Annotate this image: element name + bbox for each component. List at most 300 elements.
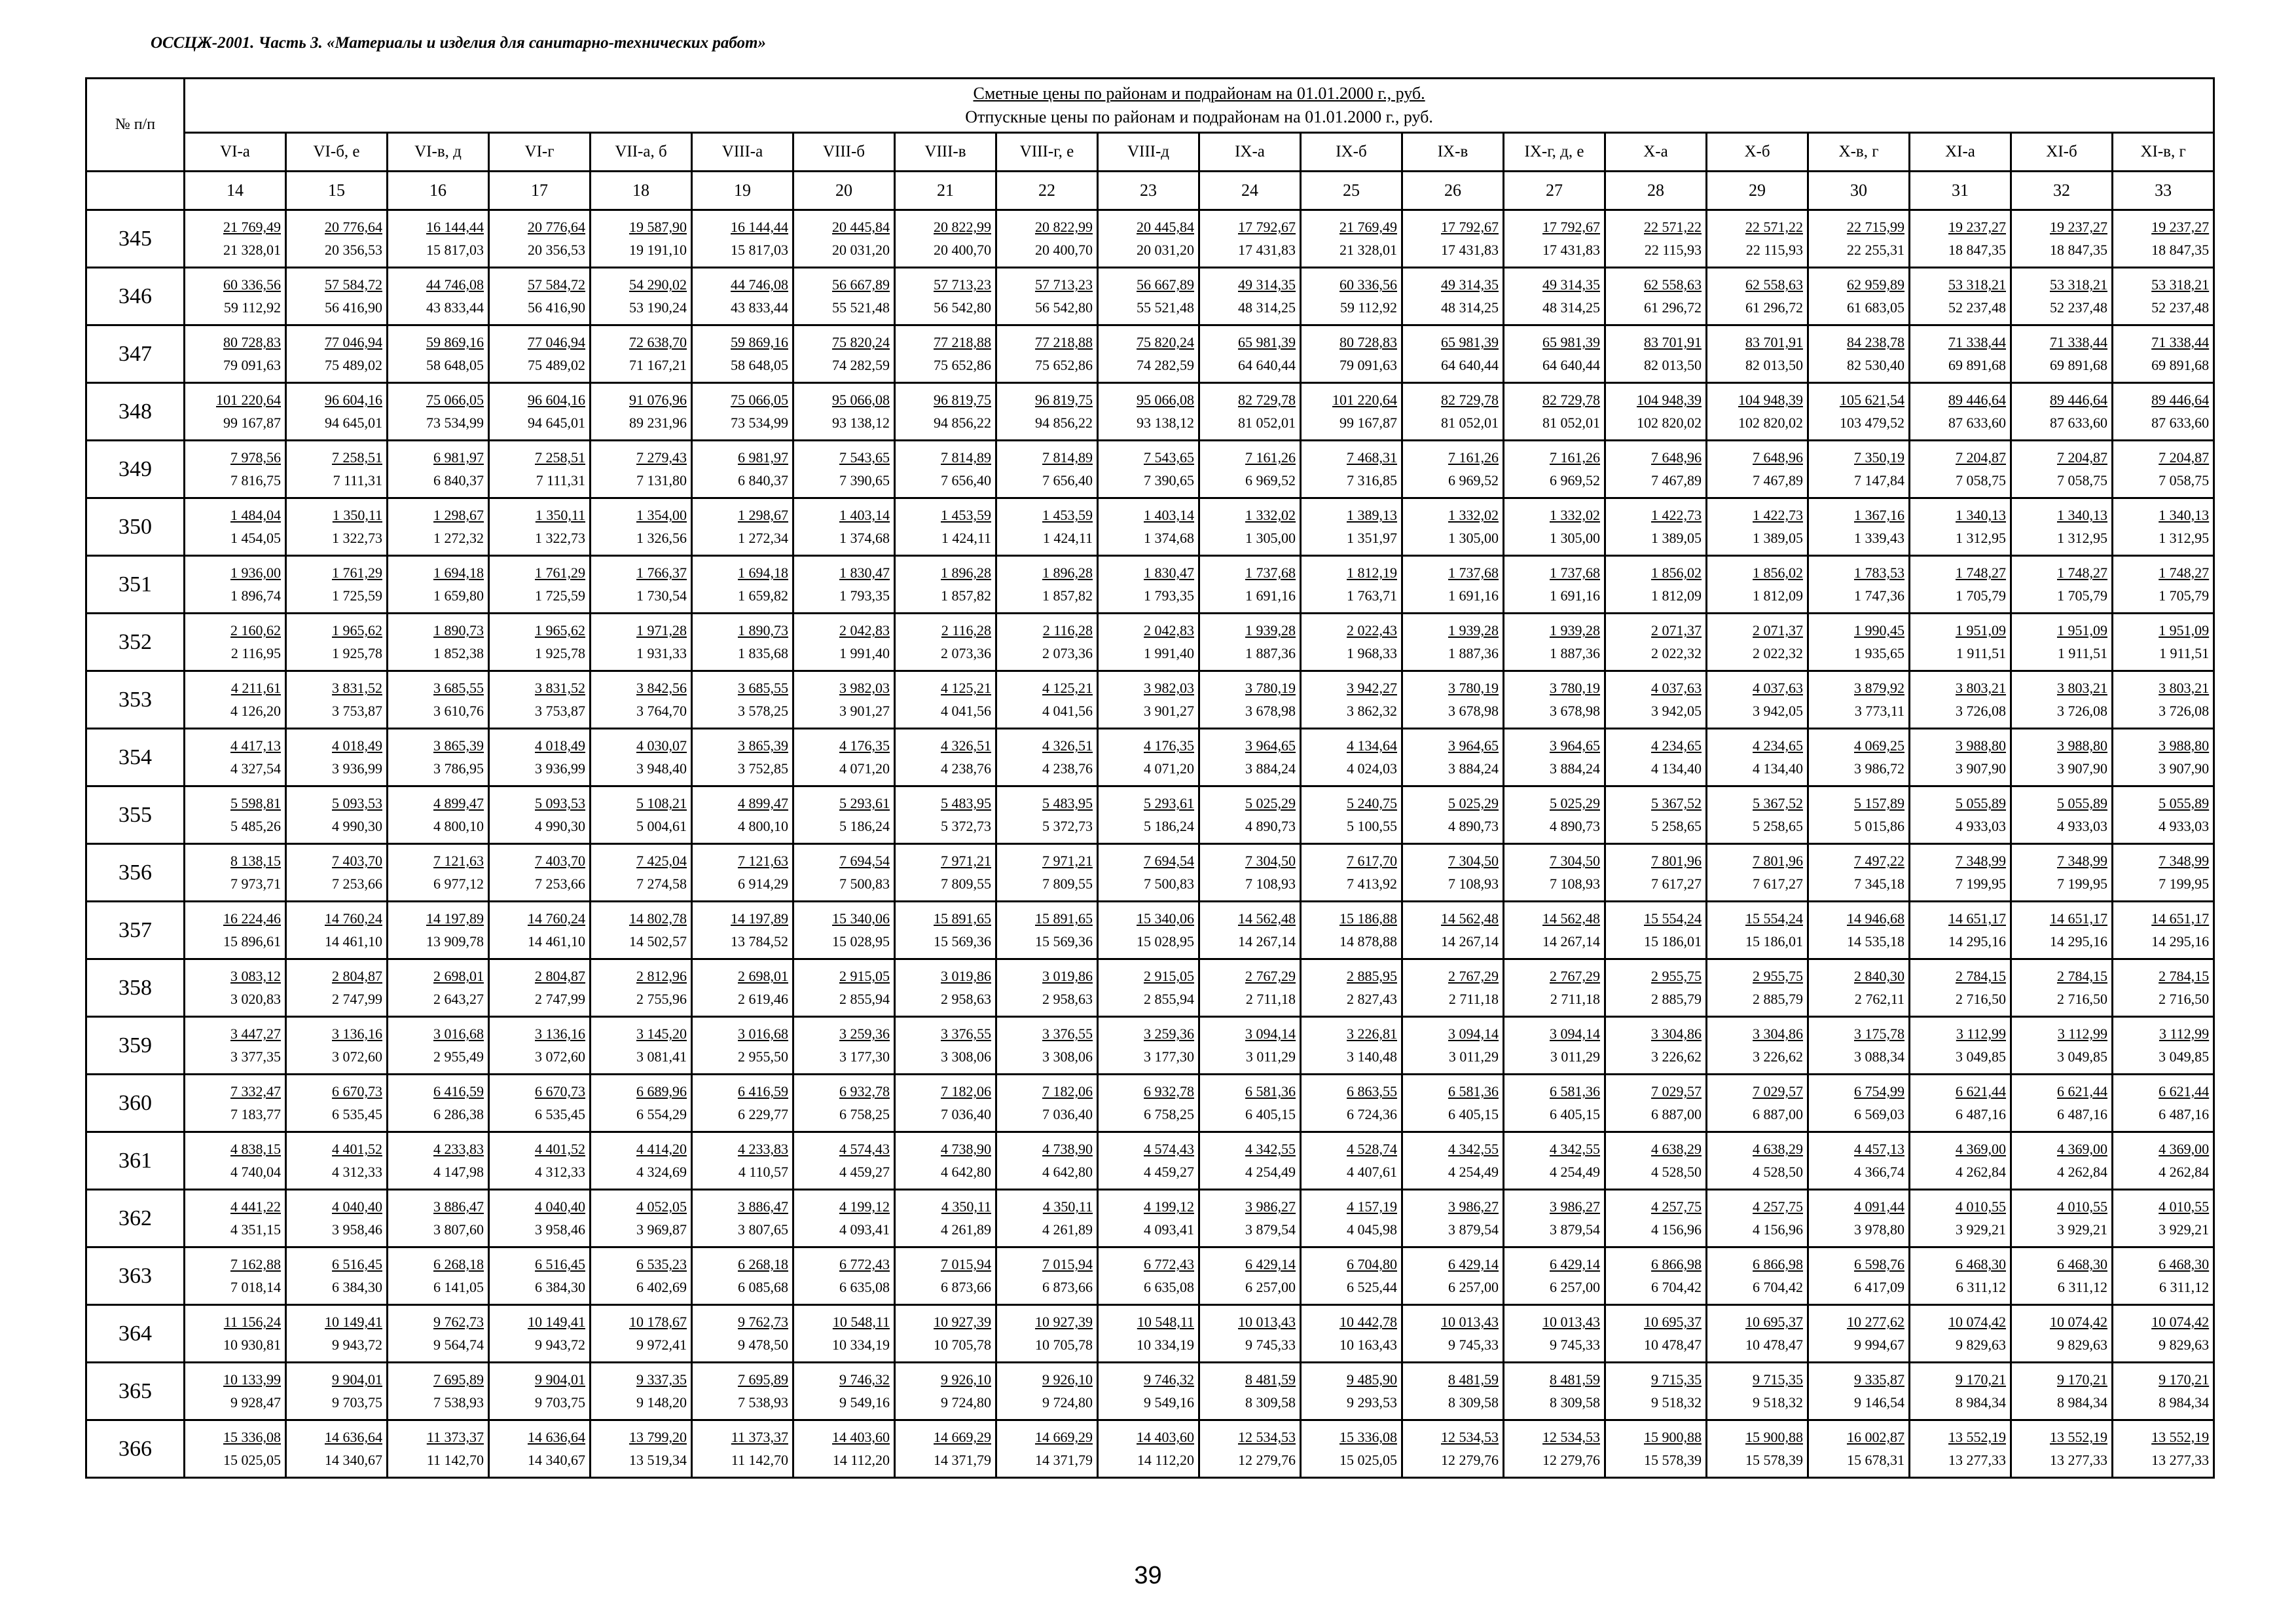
release-price: 3 929,21 (2159, 1221, 2210, 1238)
price-cell (895, 1247, 996, 1305)
estimated-price: 13 552,19 (2050, 1429, 2107, 1446)
price-cell (793, 844, 895, 902)
release-price: 6 286,38 (433, 1105, 484, 1122)
column-number: 32 (2011, 172, 2113, 210)
release-price: 75 489,02 (325, 356, 382, 373)
price-cell (286, 729, 388, 786)
estimated-price: 4 010,55 (1956, 1198, 2006, 1215)
estimated-price: 7 348,99 (2159, 853, 2210, 870)
release-price: 99 167,87 (1339, 414, 1397, 431)
price-cell (286, 1190, 388, 1247)
price-cell (286, 498, 388, 556)
estimated-price: 4 040,40 (535, 1198, 585, 1215)
estimated-price: 3 986,27 (1245, 1198, 1296, 1215)
release-price: 4 134,40 (1753, 760, 1803, 777)
price-cell (1199, 1075, 1301, 1132)
estimated-price: 1 951,09 (2159, 622, 2210, 639)
release-price: 1 835,68 (738, 644, 788, 661)
estimated-price: 7 971,21 (1042, 853, 1093, 870)
release-price: 2 747,99 (332, 990, 382, 1007)
release-price: 9 829,63 (2057, 1336, 2107, 1353)
district-header: XI-в, г (2113, 133, 2214, 172)
price-cell (1301, 614, 1402, 671)
estimated-price: 16 144,44 (731, 219, 788, 236)
price-cell (692, 671, 793, 729)
estimated-price: 4 738,90 (941, 1141, 991, 1158)
estimated-price: 4 638,29 (1753, 1141, 1803, 1158)
release-price: 4 351,15 (230, 1221, 281, 1238)
estimated-price: 53 318,21 (2151, 276, 2210, 293)
row-number: 353 (86, 671, 185, 729)
estimated-price: 7 543,65 (1144, 449, 1194, 466)
estimated-price: 7 121,63 (738, 853, 788, 870)
estimated-price: 3 982,03 (1144, 680, 1194, 697)
estimated-price: 71 338,44 (2151, 334, 2210, 351)
release-price: 3 978,80 (1854, 1221, 1904, 1238)
price-cell (388, 671, 489, 729)
price-cell (1199, 844, 1301, 902)
release-price: 102 820,02 (1637, 414, 1702, 431)
price-cell (996, 268, 1098, 325)
release-price: 14 371,79 (1035, 1451, 1093, 1468)
price-cell (1707, 441, 1808, 498)
price-cell (895, 1363, 996, 1420)
price-cell (591, 902, 692, 959)
price-cell (1504, 1247, 1605, 1305)
release-price: 1 424,11 (1042, 529, 1093, 546)
release-price: 1 793,35 (839, 587, 890, 604)
price-cell (1808, 325, 1910, 383)
estimated-price: 2 885,95 (1347, 968, 1397, 985)
estimated-price: 3 780,19 (1245, 680, 1296, 697)
estimated-price: 9 335,87 (1854, 1371, 1904, 1388)
estimated-price: 104 948,39 (1738, 392, 1803, 409)
estimated-price: 9 170,21 (2159, 1371, 2210, 1388)
release-price: 3 726,08 (2159, 702, 2210, 719)
estimated-price: 14 403,60 (832, 1429, 890, 1446)
release-prices-title: Отпускные цены по районам и подрайонам на 01.01.2000 г., руб. (965, 107, 1433, 126)
price-cell (2011, 383, 2113, 441)
estimated-price: 1 939,28 (1245, 622, 1296, 639)
release-price: 4 262,84 (2057, 1163, 2107, 1180)
estimated-price: 7 279,43 (636, 449, 687, 466)
release-price: 3 072,60 (535, 1048, 585, 1065)
estimated-price: 7 648,96 (1651, 449, 1702, 466)
release-price: 4 327,54 (230, 760, 281, 777)
price-cell (793, 325, 895, 383)
estimated-price: 96 604,16 (325, 392, 382, 409)
estimated-price: 56 667,89 (832, 276, 890, 293)
estimated-price: 6 429,14 (1245, 1256, 1296, 1273)
price-cell (1402, 1363, 1504, 1420)
estimated-price: 2 022,43 (1347, 622, 1397, 639)
price-cell (1808, 1247, 1910, 1305)
estimated-price: 1 389,13 (1347, 507, 1397, 524)
release-price: 1 322,73 (332, 529, 382, 546)
release-price: 14 295,16 (1948, 932, 2006, 950)
estimated-price: 6 866,98 (1753, 1256, 1803, 1273)
estimated-price: 5 093,53 (332, 795, 382, 812)
estimated-price: 7 695,89 (738, 1371, 788, 1388)
estimated-price: 104 948,39 (1637, 392, 1702, 409)
release-price: 7 253,66 (535, 875, 585, 892)
release-price: 3 726,08 (1956, 702, 2006, 719)
price-cell (286, 959, 388, 1017)
price-cell (692, 1017, 793, 1075)
release-price: 3 011,29 (1448, 1048, 1499, 1065)
estimated-price: 9 746,32 (1144, 1371, 1194, 1388)
estimated-price: 7 348,99 (1956, 853, 2006, 870)
price-cell (895, 498, 996, 556)
release-price: 9 829,63 (2159, 1336, 2210, 1353)
price-cell (996, 1305, 1098, 1363)
estimated-price: 1 896,28 (1042, 564, 1093, 581)
release-price: 14 340,67 (325, 1451, 382, 1468)
estimated-price: 3 964,65 (1550, 737, 1600, 754)
estimated-price: 4 018,49 (332, 737, 382, 754)
price-cell (1707, 959, 1808, 1017)
estimated-price: 15 340,06 (1137, 910, 1194, 927)
estimated-price: 54 290,02 (629, 276, 687, 293)
estimated-price: 14 760,24 (325, 910, 382, 927)
release-price: 7 316,85 (1347, 471, 1397, 489)
release-price: 9 703,75 (332, 1393, 382, 1411)
estimated-price: 71 338,44 (1948, 334, 2006, 351)
release-price: 3 308,06 (1042, 1048, 1093, 1065)
table-title (185, 79, 2214, 133)
release-price: 6 257,00 (1245, 1278, 1296, 1295)
estimated-price: 5 055,89 (1956, 795, 2006, 812)
estimated-price: 19 237,27 (1948, 219, 2006, 236)
estimated-price: 4 401,52 (535, 1141, 585, 1158)
release-price: 6 535,45 (535, 1105, 585, 1122)
release-price: 75 652,86 (1035, 356, 1093, 373)
release-price: 52 237,48 (2151, 299, 2210, 316)
price-cell (692, 556, 793, 614)
estimated-price: 6 932,78 (1144, 1083, 1194, 1100)
estimated-price: 4 157,19 (1347, 1198, 1397, 1215)
estimated-price: 7 121,63 (433, 853, 484, 870)
row-number: 366 (86, 1420, 185, 1478)
estimated-price: 10 074,42 (1948, 1314, 2006, 1331)
price-cell (1504, 902, 1605, 959)
release-price: 6 487,16 (2159, 1105, 2210, 1122)
estimated-price: 1 350,11 (535, 507, 585, 524)
estimated-price: 59 869,16 (426, 334, 484, 351)
release-price: 5 186,24 (1144, 817, 1194, 834)
release-price: 1 659,82 (738, 587, 788, 604)
district-header: VI-а (185, 133, 286, 172)
estimated-price: 3 988,80 (2057, 737, 2107, 754)
price-cell (286, 1247, 388, 1305)
price-cell (2011, 498, 2113, 556)
price-cell (1605, 844, 1707, 902)
price-cell (996, 1363, 1098, 1420)
release-price: 17 431,83 (1542, 241, 1600, 258)
release-price: 1 659,80 (433, 587, 484, 604)
estimated-price: 1 761,29 (332, 564, 382, 581)
release-price: 3 088,34 (1854, 1048, 1904, 1065)
price-cell (2011, 959, 2113, 1017)
price-cell (1504, 325, 1605, 383)
row-number: 359 (86, 1017, 185, 1075)
price-cell (185, 1305, 286, 1363)
estimated-price: 3 780,19 (1448, 680, 1499, 697)
estimated-price: 4 040,40 (332, 1198, 382, 1215)
price-cell (1707, 1247, 1808, 1305)
release-price: 81 052,01 (1441, 414, 1499, 431)
estimated-price: 17 792,67 (1238, 219, 1296, 236)
estimated-price: 4 069,25 (1854, 737, 1904, 754)
estimated-price: 13 552,19 (1948, 1429, 2006, 1446)
price-cell (1199, 959, 1301, 1017)
estimated-price: 3 112,99 (1956, 1025, 2006, 1043)
estimated-price: 15 336,08 (1339, 1429, 1397, 1446)
district-header: IX-б (1301, 133, 1402, 172)
release-price: 19 191,10 (629, 241, 687, 258)
price-cell (489, 959, 591, 1017)
estimated-price: 5 240,75 (1347, 795, 1397, 812)
release-price: 1 857,82 (941, 587, 991, 604)
estimated-price: 7 161,26 (1550, 449, 1600, 466)
price-cell (1808, 902, 1910, 959)
price-cell (996, 1075, 1098, 1132)
release-price: 13 909,78 (426, 932, 484, 950)
price-cell (1301, 671, 1402, 729)
release-price: 1 312,95 (1956, 529, 2006, 546)
price-cell (1098, 1420, 1199, 1478)
price-cell (1504, 1420, 1605, 1478)
price-cell (286, 1075, 388, 1132)
price-cell (1808, 959, 1910, 1017)
price-cell (185, 902, 286, 959)
price-cell (591, 1075, 692, 1132)
estimated-price: 1 748,27 (1956, 564, 2006, 581)
price-cell (1199, 325, 1301, 383)
release-price: 15 578,39 (1644, 1451, 1702, 1468)
release-price: 10 705,78 (934, 1336, 991, 1353)
release-price: 13 277,33 (2050, 1451, 2107, 1468)
estimated-price: 53 318,21 (2050, 276, 2107, 293)
table-row (86, 844, 2214, 902)
price-cell (1098, 1017, 1199, 1075)
estimated-price: 6 621,44 (1956, 1083, 2006, 1100)
estimated-price: 3 685,55 (433, 680, 484, 697)
estimated-price: 4 257,75 (1753, 1198, 1803, 1215)
release-price: 1 691,16 (1448, 587, 1499, 604)
estimated-price: 53 318,21 (1948, 276, 2006, 293)
estimated-price: 14 562,48 (1238, 910, 1296, 927)
estimated-price: 9 715,35 (1651, 1371, 1702, 1388)
estimated-price: 6 535,23 (636, 1256, 687, 1273)
estimated-price: 1 332,02 (1550, 507, 1600, 524)
estimated-price: 10 013,43 (1542, 1314, 1600, 1331)
price-cell (793, 383, 895, 441)
estimated-price: 2 784,15 (1956, 968, 2006, 985)
price-cell (1098, 1305, 1199, 1363)
estimated-price: 6 772,43 (1144, 1256, 1194, 1273)
price-cell (1707, 1305, 1808, 1363)
release-price: 4 156,96 (1651, 1221, 1702, 1238)
estimated-price: 4 233,83 (738, 1141, 788, 1158)
estimated-price: 20 822,99 (1035, 219, 1093, 236)
estimated-price: 4 234,65 (1651, 737, 1702, 754)
price-cell (996, 1190, 1098, 1247)
price-cell (2011, 1132, 2113, 1190)
release-price: 7 538,93 (433, 1393, 484, 1411)
release-price: 8 309,58 (1245, 1393, 1296, 1411)
row-number: 351 (86, 556, 185, 614)
estimated-price: 3 831,52 (535, 680, 585, 697)
estimated-price: 7 332,47 (230, 1083, 281, 1100)
estimated-price: 1 856,02 (1753, 564, 1803, 581)
price-cell (2113, 383, 2214, 441)
estimated-price: 4 350,11 (941, 1198, 991, 1215)
price-cell (895, 1075, 996, 1132)
price-cell (895, 1190, 996, 1247)
table-row (86, 1075, 2214, 1132)
column-number: 28 (1605, 172, 1707, 210)
release-price: 1 312,95 (2057, 529, 2107, 546)
release-price: 3 578,25 (738, 702, 788, 719)
price-cell (1402, 268, 1504, 325)
price-cell (895, 959, 996, 1017)
price-cell (1605, 383, 1707, 441)
estimated-price: 1 367,16 (1854, 507, 1904, 524)
price-cell (1707, 325, 1808, 383)
estimated-price: 10 133,99 (223, 1371, 281, 1388)
price-cell (1301, 498, 1402, 556)
release-price: 15 028,95 (1137, 932, 1194, 950)
price-cell (2113, 441, 2214, 498)
price-cell (388, 959, 489, 1017)
price-cell (388, 844, 489, 902)
table-row (86, 383, 2214, 441)
release-price: 6 311,12 (2159, 1278, 2210, 1295)
estimated-price: 1 748,27 (2159, 564, 2210, 581)
price-cell (388, 1132, 489, 1190)
column-number: 30 (1808, 172, 1910, 210)
estimated-price: 3 304,86 (1651, 1025, 1702, 1043)
table-row (86, 1017, 2214, 1075)
release-price: 5 004,61 (636, 817, 687, 834)
release-price: 75 489,02 (528, 356, 585, 373)
price-cell (1808, 1017, 1910, 1075)
price-cell (1808, 210, 1910, 268)
estimated-price: 5 367,52 (1753, 795, 1803, 812)
estimated-price: 3 112,99 (2057, 1025, 2107, 1043)
release-price: 3 764,70 (636, 702, 687, 719)
price-cell (2011, 556, 2113, 614)
price-cell (185, 1017, 286, 1075)
estimated-price: 1 896,28 (941, 564, 991, 581)
release-price: 58 648,05 (426, 356, 484, 373)
column-number: 24 (1199, 172, 1301, 210)
estimated-price: 2 116,28 (1042, 622, 1093, 639)
estimated-price: 3 016,68 (738, 1025, 788, 1043)
row-number: 348 (86, 383, 185, 441)
estimated-price: 56 667,89 (1137, 276, 1194, 293)
price-cell (1301, 1017, 1402, 1075)
release-price: 3 929,21 (2057, 1221, 2107, 1238)
release-price: 7 111,31 (536, 471, 585, 489)
release-price: 3 884,24 (1245, 760, 1296, 777)
price-cell (489, 671, 591, 729)
estimated-price: 1 484,04 (230, 507, 281, 524)
price-cell (1808, 614, 1910, 671)
column-number-row (86, 172, 2214, 210)
price-cell (1808, 1190, 1910, 1247)
release-price: 1 705,79 (1956, 587, 2006, 604)
estimated-price: 65 981,39 (1542, 334, 1600, 351)
price-cell (2113, 902, 2214, 959)
release-price: 20 031,20 (1137, 241, 1194, 258)
estimated-price: 84 238,78 (1847, 334, 1904, 351)
release-price: 3 807,65 (738, 1221, 788, 1238)
estimated-price: 3 879,92 (1854, 680, 1904, 697)
release-price: 3 907,90 (2159, 760, 2210, 777)
estimated-price: 2 071,37 (1753, 622, 1803, 639)
estimated-price: 1 737,68 (1550, 564, 1600, 581)
release-price: 6 969,52 (1245, 471, 1296, 489)
price-cell (286, 1363, 388, 1420)
estimated-price: 1 298,67 (433, 507, 484, 524)
estimated-price: 1 340,13 (2159, 507, 2210, 524)
release-price: 2 116,95 (230, 644, 281, 661)
district-header: VI-в, д (388, 133, 489, 172)
price-cell (1402, 383, 1504, 441)
release-price: 75 652,86 (934, 356, 991, 373)
release-price: 9 148,20 (636, 1393, 687, 1411)
page-number: 39 (1134, 1562, 1162, 1589)
release-price: 10 705,78 (1035, 1336, 1093, 1353)
price-cell (185, 268, 286, 325)
release-price: 3 610,76 (433, 702, 484, 719)
estimated-price: 4 326,51 (1042, 737, 1093, 754)
estimated-price: 3 831,52 (332, 680, 382, 697)
estimated-price: 10 548,11 (832, 1314, 890, 1331)
estimated-price: 83 701,91 (1644, 334, 1702, 351)
price-cell (2113, 671, 2214, 729)
price-cell (1301, 902, 1402, 959)
table-row (86, 210, 2214, 268)
release-price: 1 852,38 (433, 644, 484, 661)
estimated-price: 4 010,55 (2159, 1198, 2210, 1215)
release-price: 15 569,36 (934, 932, 991, 950)
column-number: 22 (996, 172, 1098, 210)
estimated-price: 15 340,06 (832, 910, 890, 927)
district-header: X-а (1605, 133, 1707, 172)
price-cell (1301, 1247, 1402, 1305)
release-price: 7 183,77 (230, 1105, 281, 1122)
release-price: 2 711,18 (1245, 990, 1296, 1007)
price-cell (692, 902, 793, 959)
estimated-price: 7 304,50 (1550, 853, 1600, 870)
release-price: 20 356,53 (528, 241, 585, 258)
release-price: 7 274,58 (636, 875, 687, 892)
price-cell (2113, 1132, 2214, 1190)
release-price: 3 752,85 (738, 760, 788, 777)
price-cell (591, 383, 692, 441)
price-cell (1098, 556, 1199, 614)
release-price: 81 052,01 (1238, 414, 1296, 431)
release-price: 9 518,32 (1651, 1393, 1702, 1411)
price-cell (1910, 268, 2011, 325)
release-price: 6 405,15 (1448, 1105, 1499, 1122)
price-cell (286, 1305, 388, 1363)
price-cell (692, 729, 793, 786)
estimated-price: 1 422,73 (1651, 507, 1702, 524)
